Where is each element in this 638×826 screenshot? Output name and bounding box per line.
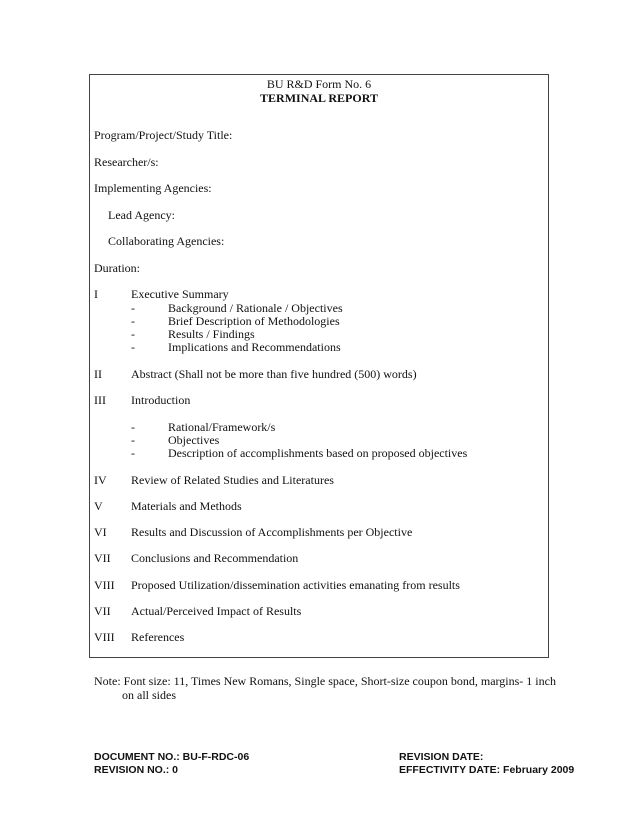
section-number: V [94,499,103,513]
subitem-text: Background / Rationale / Objectives [168,301,343,315]
duration-label: Duration: [94,261,140,275]
section-title: Review of Related Studies and Literatures [131,473,334,487]
revision-number: REVISION NO.: 0 [94,764,179,776]
document-number: DOCUMENT NO.: BU-F-RDC-06 [94,751,250,763]
note-line-1: Note: Font size: 11, Times New Romans, Single space, Short-size coupon bond, margins- 1 inch [94,674,556,688]
section-title: Introduction [131,393,191,407]
effectivity-date: EFFECTIVITY DATE: February 2009 [399,764,575,776]
subitem-bullet: - [131,420,135,434]
form-title: TERMINAL REPORT [260,91,378,105]
section-number: VI [94,525,107,539]
subitem-bullet: - [131,446,135,460]
section-title: Conclusions and Recommendation [131,551,299,565]
subitem-text: Implications and Recommendations [168,340,341,354]
section-number: VIII [94,578,115,592]
subitem-bullet: - [131,327,135,341]
implementing-agencies-label: Implementing Agencies: [94,181,212,195]
section-number: II [94,367,102,381]
section-number: VII [94,604,111,618]
subitem-bullet: - [131,340,135,354]
section-title: Executive Summary [131,287,229,301]
section-number: III [94,393,106,407]
section-title: Materials and Methods [131,499,242,513]
subitem-text: Rational/Framework/s [168,420,276,434]
subitem-bullet: - [131,301,135,315]
lead-agency-label: Lead Agency: [108,208,175,222]
form-number: BU R&D Form No. 6 [266,77,372,91]
collaborating-agencies-label: Collaborating Agencies: [108,234,225,248]
section-number: I [94,287,98,301]
subitem-bullet: - [131,314,135,328]
subitem-text: Brief Description of Methodologies [168,314,340,328]
section-title: Results and Discussion of Accomplishments per Objective [131,525,413,539]
subitem-text: Results / Findings [168,327,255,341]
subitem-bullet: - [131,433,135,447]
section-number: VII [94,551,111,565]
revision-date: REVISION DATE: [399,751,484,763]
section-title: References [131,630,185,644]
program-title-label: Program/Project/Study Title: [94,128,233,142]
subitem-text: Description of accomplishments based on proposed objectives [168,446,468,460]
note-line-2: on all sides [122,688,176,702]
section-title: Abstract (Shall not be more than five hundred (500) words) [131,367,417,381]
researchers-label: Researcher/s: [94,155,159,169]
section-number: VIII [94,630,115,644]
section-number: IV [94,473,107,487]
section-title: Proposed Utilization/dissemination activities emanating from results [131,578,460,592]
section-title: Actual/Perceived Impact of Results [131,604,302,618]
subitem-text: Objectives [168,433,220,447]
